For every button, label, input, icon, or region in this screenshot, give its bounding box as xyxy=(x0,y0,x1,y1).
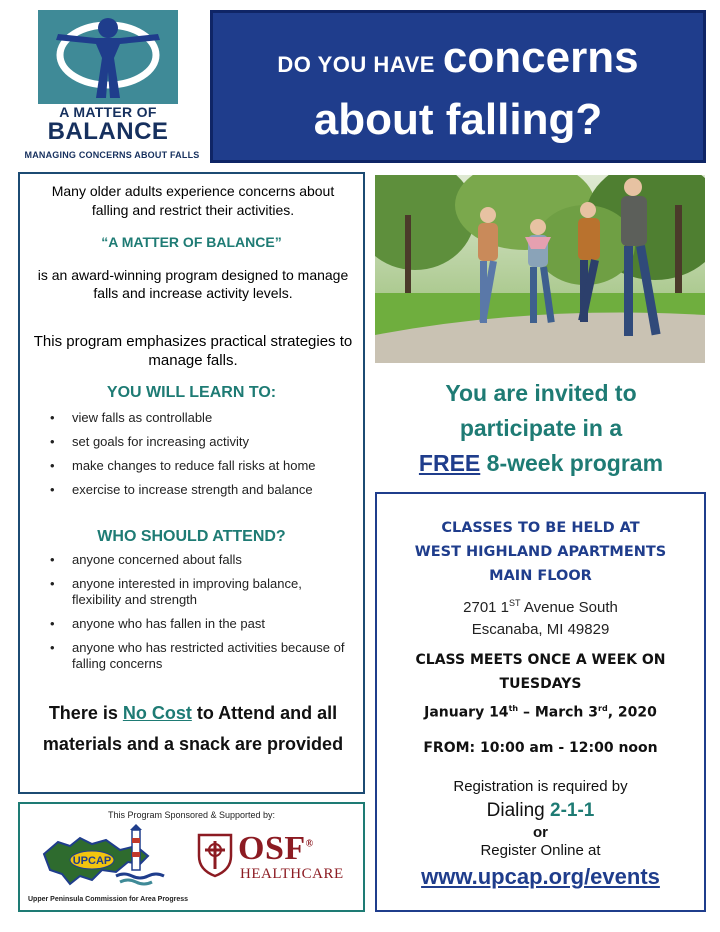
address-city: Escanaba, MI 49829 xyxy=(471,621,610,638)
logo-title-line1: A MATTER OF xyxy=(59,104,157,120)
registration-online: Register Online at xyxy=(480,842,601,859)
bullet-icon: • xyxy=(50,458,55,473)
list-item-text: anyone concerned about falls xyxy=(72,552,242,567)
emphasis-text: This program emphasizes practical strategies to manage falls. xyxy=(33,333,353,369)
class-meets-line2: TUESDAYS xyxy=(499,676,582,692)
registration-url-link[interactable]: www.upcap.org/events xyxy=(421,864,660,889)
learn-heading: YOU WILL LEARN TO: xyxy=(106,384,277,401)
class-time: FROM: 10:00 am - 12:00 noon xyxy=(423,740,658,756)
cost-suffix: to Attend and all materials and a snack are provided xyxy=(42,703,344,754)
date-end-sup: rd xyxy=(598,704,608,713)
address-sup: ST xyxy=(509,598,521,608)
list-item xyxy=(48,640,354,672)
header-line2: about falling? xyxy=(313,95,603,144)
list-item-text: exercise to increase strength and balance xyxy=(72,482,313,497)
list-item xyxy=(48,576,354,608)
cost-prefix: There is xyxy=(48,703,123,723)
attend-heading: WHO SHOULD ATTEND? xyxy=(97,528,286,545)
list-item-text: set goals for increasing activity xyxy=(72,434,250,449)
program-name: “A MATTER OF BALANCE” xyxy=(101,234,282,250)
sponsor-box xyxy=(18,802,365,912)
info-box xyxy=(18,172,365,794)
list-item-text: anyone interested in improving balance, flexibility and strength xyxy=(72,576,302,607)
class-meets-line1: CLASS MEETS ONCE A WEEK ON xyxy=(415,652,666,668)
no-cost-text: No Cost xyxy=(122,703,192,723)
dial-prefix: Dialing xyxy=(486,800,550,821)
logo-tagline: MANAGING CONCERNS ABOUT FALLS xyxy=(24,150,200,160)
invite-line2: participate in a xyxy=(459,415,623,441)
class-heading-line2: WEST HIGHLAND APARTMENTS xyxy=(414,544,667,560)
bullet-icon: • xyxy=(50,640,55,655)
bullet-icon: • xyxy=(50,482,55,497)
header-big-text: concerns xyxy=(442,33,639,82)
invite-line3-rest: 8-week program xyxy=(480,450,664,476)
list-item-text: view falls as controllable xyxy=(72,410,213,425)
invite-line3 xyxy=(378,446,704,481)
walking-seniors-photo xyxy=(375,175,705,363)
list-item xyxy=(48,616,354,632)
list-item-text: make changes to reduce fall risks at home xyxy=(72,458,316,473)
bullet-icon: • xyxy=(50,410,55,425)
free-text: FREE xyxy=(418,450,481,476)
award-text: is an award-winning program designed to manage falls and increase activity levels. xyxy=(37,267,349,301)
class-heading-line1: CLASSES TO BE HELD AT xyxy=(441,520,640,536)
list-item xyxy=(48,434,354,450)
list-item-text: anyone who has fallen in the past xyxy=(72,616,265,631)
list-item xyxy=(48,482,354,498)
class-details-box xyxy=(375,492,706,912)
sponsor-title: This Program Sponsored & Supported by: xyxy=(107,810,276,820)
header-small-text: DO YOU HAVE xyxy=(277,52,435,77)
date-year: , 2020 xyxy=(607,704,657,721)
phone-number: 2-1-1 xyxy=(550,800,595,821)
osf-name xyxy=(238,830,314,868)
learn-list xyxy=(48,410,354,506)
osf-subtitle: HEALTHCARE xyxy=(240,866,344,882)
logo-title-line2: BALANCE xyxy=(47,118,169,145)
bullet-icon: • xyxy=(50,434,55,449)
invitation-text xyxy=(378,376,704,481)
registration-required: Registration is required by xyxy=(453,778,628,795)
class-dates xyxy=(377,704,704,721)
date-start: January 14 xyxy=(424,704,509,721)
class-heading-line3: MAIN FLOOR xyxy=(489,568,592,584)
address-number: 2701 1 xyxy=(463,599,510,616)
header-banner xyxy=(210,10,706,163)
address-street xyxy=(377,592,704,619)
registration-or: or xyxy=(533,824,548,841)
bullet-icon: • xyxy=(50,576,55,591)
date-start-sup: th xyxy=(508,704,519,713)
registered-mark: ® xyxy=(305,838,314,850)
list-item xyxy=(48,552,354,568)
list-item xyxy=(48,458,354,474)
bullet-icon: • xyxy=(50,552,55,567)
date-mid: – March 3 xyxy=(518,704,599,721)
class-address xyxy=(377,592,704,641)
cost-text xyxy=(28,698,358,760)
address-rest: Avenue South xyxy=(520,599,618,616)
registration-dial xyxy=(377,800,704,822)
header-line1 xyxy=(223,33,693,83)
intro-text: Many older adults experience concerns about falling and restrict their activities. xyxy=(51,183,335,218)
class-location-heading xyxy=(377,516,704,588)
class-schedule xyxy=(377,648,704,696)
balance-figure-icon xyxy=(38,10,178,104)
attend-list xyxy=(48,552,354,680)
osf-shield-icon xyxy=(196,832,234,878)
upcap-caption: Upper Peninsula Commission for Area Progress xyxy=(28,896,189,903)
invite-line1: You are invited to xyxy=(445,380,637,406)
upcap-logo-icon xyxy=(40,824,180,894)
osf-name-text: OSF xyxy=(238,830,306,867)
upcap-name: UPCAP xyxy=(72,855,112,867)
list-item-text: anyone who has restricted activities because of falling concerns xyxy=(72,640,345,671)
list-item xyxy=(48,410,354,426)
bullet-icon: • xyxy=(50,616,55,631)
